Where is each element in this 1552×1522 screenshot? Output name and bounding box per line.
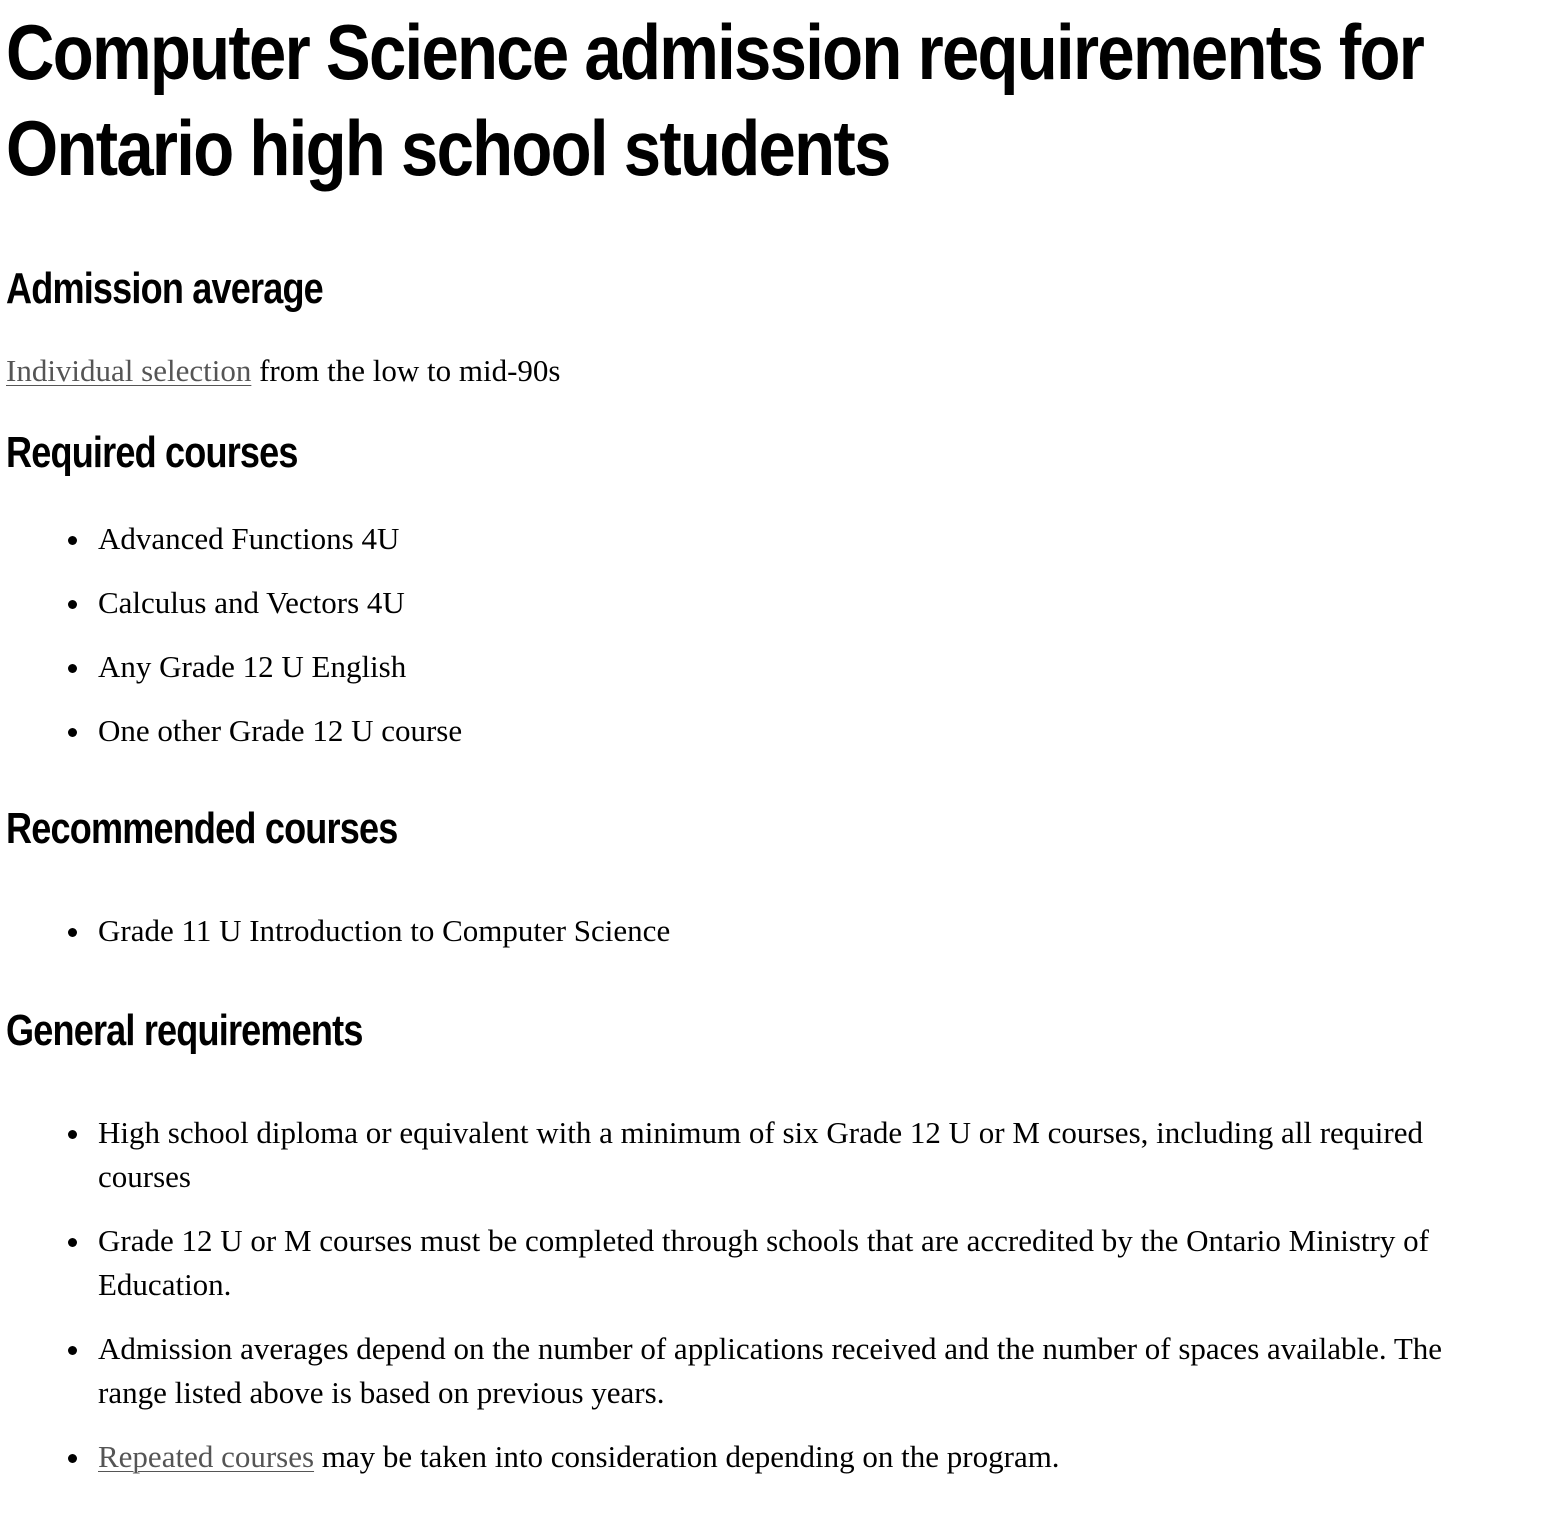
list-item: Calculus and Vectors 4U [98, 581, 1498, 625]
general-requirements-heading: General requirements [6, 1006, 363, 1055]
list-item: One other Grade 12 U course [98, 709, 1498, 753]
repeated-courses-link[interactable]: Repeated courses [98, 1439, 315, 1474]
list-item: Grade 11 U Introduction to Computer Science [98, 909, 1498, 953]
repeated-courses-text: may be taken into consideration depending on the program. [321, 1439, 1060, 1474]
list-item: Admission averages depend on the number of applications received and the number of spaces available. The range listed above is based on previous years. [98, 1327, 1498, 1415]
page-title: Computer Science admission requirements for Ontario high school students [6, 8, 1424, 192]
individual-selection-link[interactable]: Individual selection [6, 353, 252, 388]
list-item: Any Grade 12 U English [98, 645, 1498, 689]
recommended-courses-heading: Recommended courses [6, 804, 398, 853]
list-item: High school diploma or equivalent with a minimum of six Grade 12 U or M courses, including all required courses [98, 1111, 1498, 1199]
content-page [6, 0, 1546, 1474]
list-item [98, 1435, 1498, 1479]
general-requirements-list [6, 1111, 1498, 1479]
list-item: Grade 12 U or M courses must be completed through schools that are accredited by the Ontario Ministry of Education. [98, 1219, 1498, 1307]
required-courses-list [6, 517, 1498, 753]
admission-average-range: from the low to mid-90s [259, 353, 561, 388]
list-item: Advanced Functions 4U [98, 517, 1498, 561]
required-courses-heading: Required courses [6, 428, 298, 477]
recommended-courses-list [6, 909, 1498, 953]
admission-average-text [6, 349, 560, 393]
admission-average-heading: Admission average [6, 264, 323, 313]
